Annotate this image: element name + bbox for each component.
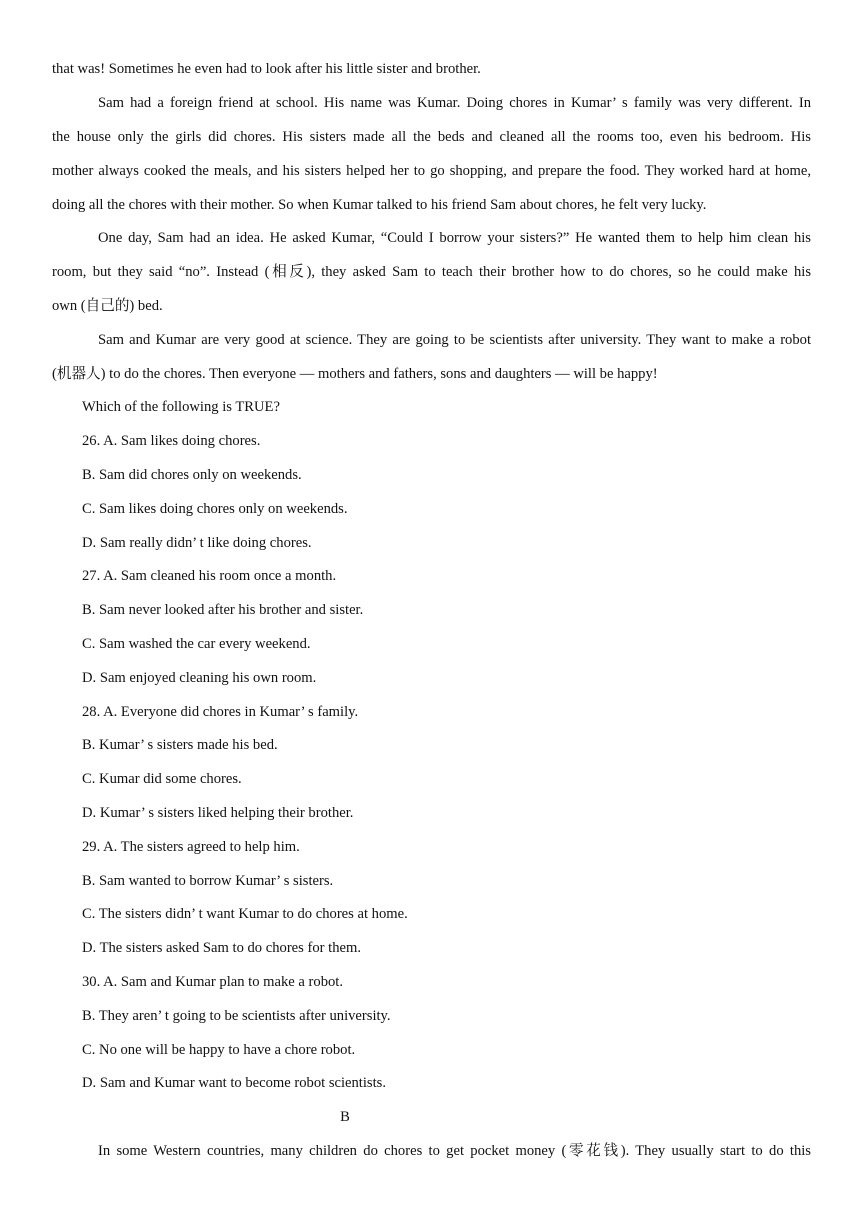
question-option: C. The sisters didn’ t want Kumar to do chores at home. (82, 906, 408, 922)
question-option: B. They aren’ t going to be scientists after university. (82, 1008, 391, 1024)
question-option: 26. A. Sam likes doing chores. (82, 433, 261, 449)
question-option: D. Kumar’ s sisters liked helping their brother. (82, 805, 354, 821)
question-option: B. Kumar’ s sisters made his bed. (82, 737, 278, 753)
paragraph-line: the house only the girls did chores. His sisters made all the beds and cleaned all the rooms too, even his bedroom. His (52, 129, 811, 145)
question-option: B. Sam wanted to borrow Kumar’ s sisters. (82, 873, 334, 889)
paragraph-line: mother always cooked the meals, and his sisters helped her to go shopping, and prepare the food. They worked hard at home, (52, 163, 811, 179)
question-option: D. Sam and Kumar want to become robot scientists. (82, 1075, 386, 1091)
question-option: C. Kumar did some chores. (82, 771, 242, 787)
question-option: C. Sam washed the car every weekend. (82, 636, 311, 652)
question-option: D. Sam enjoyed cleaning his own room. (82, 670, 317, 686)
section-heading: B (340, 1109, 350, 1125)
question-option: 30. A. Sam and Kumar plan to make a robot. (82, 974, 344, 990)
question-option: C. No one will be happy to have a chore robot. (82, 1042, 356, 1058)
question-prompt: Which of the following is TRUE? (82, 399, 280, 415)
section-b-first-line: In some Western countries, many children do chores to get pocket money (零花钱). They usually start to do this (98, 1143, 811, 1159)
passage-continued-line: that was! Sometimes he even had to look after his little sister and brother. (52, 61, 481, 77)
question-option: B. Sam did chores only on weekends. (82, 467, 302, 483)
paragraph-line: (机器人) to do the chores. Then everyone — mothers and fathers, sons and daughters — will be happy! (52, 366, 658, 382)
question-option: D. The sisters asked Sam to do chores for them. (82, 940, 361, 956)
paragraph-line: Sam had a foreign friend at school. His name was Kumar. Doing chores in Kumar’ s family was very different. In (98, 95, 811, 111)
question-option: B. Sam never looked after his brother and sister. (82, 602, 364, 618)
question-option: D. Sam really didn’ t like doing chores. (82, 535, 312, 551)
paragraph-line: doing all the chores with their mother. So when Kumar talked to his friend Sam about chores, he felt very lucky. (52, 197, 707, 213)
paragraph-line: room, but they said “no”. Instead (相反), they asked Sam to teach their brother how to do chores, so he could make his (52, 264, 811, 280)
paragraph-line: Sam and Kumar are very good at science. They are going to be scientists after university. They want to make a robot (98, 332, 811, 348)
question-option: C. Sam likes doing chores only on weekends. (82, 501, 348, 517)
paragraph-line: own (自己的) bed. (52, 298, 163, 314)
question-option: 27. A. Sam cleaned his room once a month. (82, 568, 337, 584)
question-option: 28. A. Everyone did chores in Kumar’ s family. (82, 704, 359, 720)
paragraph-line: One day, Sam had an idea. He asked Kumar, “Could I borrow your sisters?” He wanted them to help him clean his (98, 230, 811, 246)
question-option: 29. A. The sisters agreed to help him. (82, 839, 300, 855)
